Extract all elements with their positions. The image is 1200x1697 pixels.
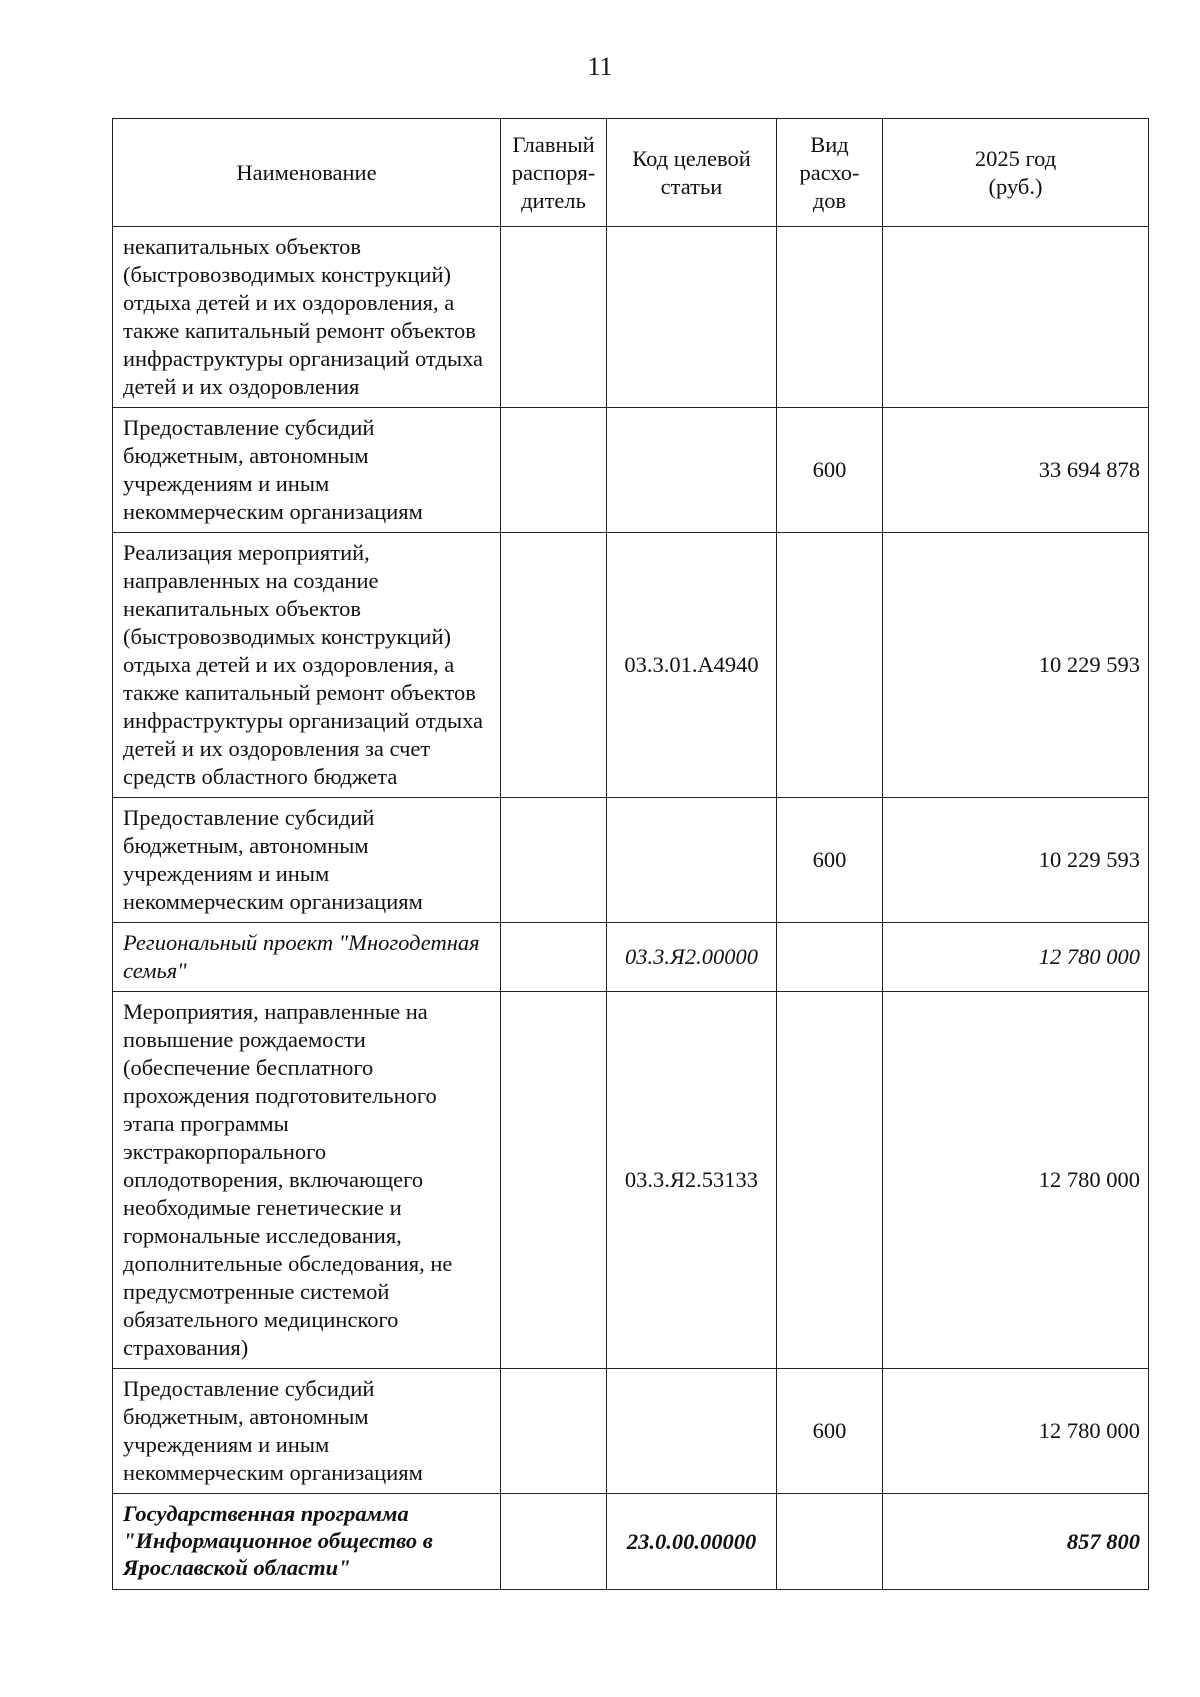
header-amount: 2025 год (руб.) [883,119,1149,227]
row-amount: 857 800 [883,1494,1149,1590]
row-code [607,408,777,533]
header-code: Код целевой статьи [607,119,777,227]
row-expense-type [777,1494,883,1590]
header-expense-type: Вид расхо-дов [777,119,883,227]
row-expense-type [777,992,883,1369]
row-manager [501,798,607,923]
row-code: 03.3.Я2.00000 [607,923,777,992]
table-row [113,408,1149,533]
row-amount: 12 780 000 [883,992,1149,1369]
row-code: 23.0.00.00000 [607,1494,777,1590]
table-row [113,992,1149,1369]
row-name: Региональный проект "Многодетная семья" [113,923,501,992]
budget-table [112,118,1149,1590]
row-code: 03.3.01.А4940 [607,533,777,798]
row-amount: 12 780 000 [883,1369,1149,1494]
row-name: Мероприятия, направленные на повышение рождаемости (обеспечение бесплатного прохождения подготовительного этапа программы экстракорпорального оплодотворения, включающего необходимые генетические и гормональные исследования, дополнительные обследования, не предусмотренные системой обязательного медицинского страхования) [113,992,501,1369]
row-manager [501,992,607,1369]
header-manager: Главный распоря-дитель [501,119,607,227]
row-manager [501,227,607,408]
row-amount [883,227,1149,408]
row-manager [501,923,607,992]
row-expense-type [777,923,883,992]
row-amount: 33 694 878 [883,408,1149,533]
table-row [113,1494,1149,1590]
row-manager [501,408,607,533]
row-code [607,227,777,408]
row-name: Реализация мероприятий, направленных на создание некапитальных объектов (быстровозводимых конструкций) отдыха детей и их оздоровления, а также капитальный ремонт объектов инфраструктуры организаций отдыха детей и их оздоровления за счет средств областного бюджета [113,533,501,798]
row-expense-type: 600 [777,1369,883,1494]
row-amount: 10 229 593 [883,533,1149,798]
table-row [113,227,1149,408]
row-amount: 12 780 000 [883,923,1149,992]
table-row [113,1369,1149,1494]
row-expense-type [777,533,883,798]
row-amount: 10 229 593 [883,798,1149,923]
table-row [113,923,1149,992]
row-code [607,798,777,923]
row-manager [501,1369,607,1494]
header-name: Наименование [113,119,501,227]
row-expense-type [777,227,883,408]
row-name: некапитальных объектов (быстровозводимых конструкций) отдыха детей и их оздоровления, а также капитальный ремонт объектов инфраструктуры организаций отдыха детей и их оздоровления [113,227,501,408]
table-header-row [113,119,1149,227]
row-code: 03.3.Я2.53133 [607,992,777,1369]
table-row [113,533,1149,798]
row-name: Предоставление субсидий бюджетным, автономным учреждениям и иным некоммерческим организациям [113,408,501,533]
row-expense-type: 600 [777,798,883,923]
row-manager [501,1494,607,1590]
row-expense-type: 600 [777,408,883,533]
row-name: Предоставление субсидий бюджетным, автономным учреждениям и иным некоммерческим организациям [113,798,501,923]
row-code [607,1369,777,1494]
row-name: Государственная программа "Информационное общество в Ярославской области" [113,1494,501,1590]
row-manager [501,533,607,798]
row-name: Предоставление субсидий бюджетным, автономным учреждениям и иным некоммерческим организациям [113,1369,501,1494]
page-number: 11 [587,52,613,81]
table-row [113,798,1149,923]
